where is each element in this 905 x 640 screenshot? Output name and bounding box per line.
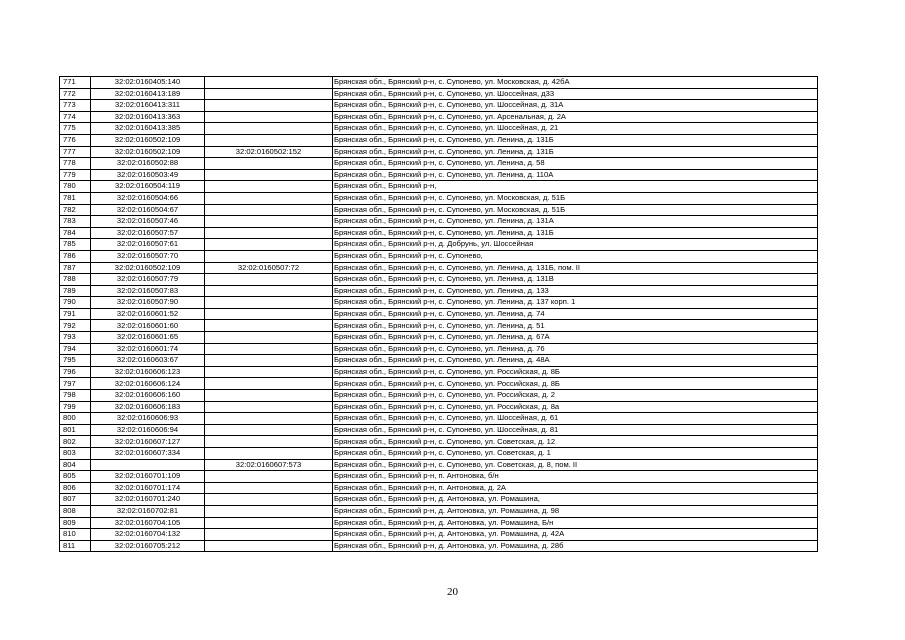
address-cell: Брянская обл., Брянский р-н, с. Супонево, ул. Ленина, д. 110А <box>333 169 818 181</box>
row-number-cell: 788 <box>60 274 91 286</box>
related-cadastral-number-cell <box>205 158 333 170</box>
table-row <box>60 204 818 216</box>
cadastral-number-cell: 32:02:0160503:49 <box>91 169 205 181</box>
cadastral-number-cell: 32:02:0160603:67 <box>91 355 205 367</box>
address-cell: Брянская обл., Брянский р-н, д. Антоновка, ул. Ромашина, д. 28б <box>333 540 818 552</box>
cadastral-number-cell: 32:02:0160504:67 <box>91 204 205 216</box>
address-cell: Брянская обл., Брянский р-н, с. Супонево, ул. Российская, д. 8а <box>333 401 818 413</box>
related-cadastral-number-cell <box>205 343 333 355</box>
cadastral-number-cell: 32:02:0160701:109 <box>91 471 205 483</box>
table-row <box>60 529 818 541</box>
cadastral-number-cell: 32:02:0160701:240 <box>91 494 205 506</box>
related-cadastral-number-cell <box>205 216 333 228</box>
address-cell: Брянская обл., Брянский р-н, д. Антоновка, ул. Ромашина, д. 98 <box>333 505 818 517</box>
row-number-cell: 796 <box>60 366 91 378</box>
table-row <box>60 413 818 425</box>
row-number-cell: 798 <box>60 390 91 402</box>
related-cadastral-number-cell: 32:02:0160502:152 <box>205 146 333 158</box>
address-cell: Брянская обл., Брянский р-н, п. Антоновка, д. 2А <box>333 482 818 494</box>
row-number-cell: 794 <box>60 343 91 355</box>
table-row <box>60 505 818 517</box>
related-cadastral-number-cell: 32:02:0160607:573 <box>205 459 333 471</box>
cadastral-number-cell: 32:02:0160601:74 <box>91 343 205 355</box>
address-cell: Брянская обл., Брянский р-н, с. Супонево, ул. Ленина, д. 133 <box>333 285 818 297</box>
cadastral-number-cell: 32:02:0160701:174 <box>91 482 205 494</box>
table-row <box>60 285 818 297</box>
row-number-cell: 780 <box>60 181 91 193</box>
table-row <box>60 134 818 146</box>
related-cadastral-number-cell <box>205 517 333 529</box>
related-cadastral-number-cell <box>205 436 333 448</box>
table-row <box>60 436 818 448</box>
table-row <box>60 448 818 460</box>
related-cadastral-number-cell <box>205 239 333 251</box>
table-row <box>60 424 818 436</box>
table-row <box>60 378 818 390</box>
related-cadastral-number-cell <box>205 332 333 344</box>
table-row <box>60 274 818 286</box>
address-cell: Брянская обл., Брянский р-н, <box>333 181 818 193</box>
address-cell: Брянская обл., Брянский р-н, с. Супонево, ул. Шоссейная, д. 31А <box>333 100 818 112</box>
table-row <box>60 401 818 413</box>
table-row <box>60 366 818 378</box>
address-cell: Брянская обл., Брянский р-н, с. Супонево, ул. Ленина, д. 58 <box>333 158 818 170</box>
related-cadastral-number-cell <box>205 448 333 460</box>
address-cell: Брянская обл., Брянский р-н, с. Супонево, ул. Ленина, д. 131А <box>333 216 818 228</box>
address-cell: Брянская обл., Брянский р-н, д. Антоновка, ул. Ромашина, <box>333 494 818 506</box>
row-number-cell: 775 <box>60 123 91 135</box>
address-cell: Брянская обл., Брянский р-н, с. Супонево, ул. Советская, д. 1 <box>333 448 818 460</box>
address-cell: Брянская обл., Брянский р-н, с. Супонево, ул. Советская, д. 8, пом. II <box>333 459 818 471</box>
address-cell: Брянская обл., Брянский р-н, с. Супонево, ул. Московская, д. 51Б <box>333 192 818 204</box>
row-number-cell: 808 <box>60 505 91 517</box>
related-cadastral-number-cell <box>205 413 333 425</box>
cadastral-number-cell: 32:02:0160502:109 <box>91 262 205 274</box>
row-number-cell: 811 <box>60 540 91 552</box>
related-cadastral-number-cell <box>205 401 333 413</box>
related-cadastral-number-cell <box>205 88 333 100</box>
address-cell: Брянская обл., Брянский р-н, п. Антоновка, б/н <box>333 471 818 483</box>
row-number-cell: 799 <box>60 401 91 413</box>
cadastral-number-cell: 32:02:0160504:119 <box>91 181 205 193</box>
row-number-cell: 806 <box>60 482 91 494</box>
table-row <box>60 100 818 112</box>
table-row <box>60 297 818 309</box>
cadastral-number-cell: 32:02:0160502:88 <box>91 158 205 170</box>
cadastral-number-cell: 32:02:0160606:123 <box>91 366 205 378</box>
address-cell: Брянская обл., Брянский р-н, д. Антоновка, ул. Ромашина, д. 42А <box>333 529 818 541</box>
address-cell: Брянская обл., Брянский р-н, с. Супонево, ул. Российская, д. 8Б <box>333 366 818 378</box>
related-cadastral-number-cell <box>205 494 333 506</box>
table-row <box>60 517 818 529</box>
table-row <box>60 216 818 228</box>
row-number-cell: 805 <box>60 471 91 483</box>
cadastral-number-cell: 32:02:0160606:93 <box>91 413 205 425</box>
address-cell: Брянская обл., Брянский р-н, с. Супонево, ул. Ленина, д. 67А <box>333 332 818 344</box>
cadastral-number-cell: 32:02:0160507:61 <box>91 239 205 251</box>
cadastral-number-cell: 32:02:0160502:109 <box>91 134 205 146</box>
row-number-cell: 809 <box>60 517 91 529</box>
table-row <box>60 239 818 251</box>
cadastral-number-cell: 32:02:0160601:65 <box>91 332 205 344</box>
address-cell: Брянская обл., Брянский р-н, с. Супонево, ул. Ленина, д. 131Б, пом. II <box>333 262 818 274</box>
table-row <box>60 343 818 355</box>
cadastral-number-cell: 32:02:0160702:81 <box>91 505 205 517</box>
table-row <box>60 540 818 552</box>
address-cell: Брянская обл., Брянский р-н, с. Супонево, ул. Ленина, д. 51 <box>333 320 818 332</box>
table-row <box>60 146 818 158</box>
table-row <box>60 390 818 402</box>
cadastral-number-cell <box>91 459 205 471</box>
address-cell: Брянская обл., Брянский р-н, с. Супонево, <box>333 250 818 262</box>
related-cadastral-number-cell <box>205 297 333 309</box>
row-number-cell: 803 <box>60 448 91 460</box>
related-cadastral-number-cell <box>205 204 333 216</box>
row-number-cell: 797 <box>60 378 91 390</box>
table-row <box>60 482 818 494</box>
table-row <box>60 250 818 262</box>
row-number-cell: 786 <box>60 250 91 262</box>
address-cell: Брянская обл., Брянский р-н, д. Антоновка, ул. Ромашина, Б/н <box>333 517 818 529</box>
cadastral-number-cell: 32:02:0160606:160 <box>91 390 205 402</box>
related-cadastral-number-cell <box>205 505 333 517</box>
row-number-cell: 792 <box>60 320 91 332</box>
related-cadastral-number-cell <box>205 181 333 193</box>
related-cadastral-number-cell <box>205 227 333 239</box>
cadastral-number-cell: 32:02:0160413:363 <box>91 111 205 123</box>
address-cell: Брянская обл., Брянский р-н, с. Супонево, ул. Ленина, д. 137 корп. 1 <box>333 297 818 309</box>
address-cell: Брянская обл., Брянский р-н, с. Супонево, ул. Ленина, д. 131Б <box>333 227 818 239</box>
page-number: 20 <box>447 586 458 598</box>
row-number-cell: 800 <box>60 413 91 425</box>
table-row <box>60 332 818 344</box>
cadastral-number-cell: 32:02:0160606:94 <box>91 424 205 436</box>
row-number-cell: 791 <box>60 308 91 320</box>
related-cadastral-number-cell <box>205 123 333 135</box>
address-cell: Брянская обл., Брянский р-н, с. Супонево, ул. Шоссейная, д33 <box>333 88 818 100</box>
cadastral-number-cell: 32:02:0160704:132 <box>91 529 205 541</box>
row-number-cell: 795 <box>60 355 91 367</box>
cadastral-number-cell: 32:02:0160601:60 <box>91 320 205 332</box>
row-number-cell: 772 <box>60 88 91 100</box>
table-row <box>60 158 818 170</box>
related-cadastral-number-cell <box>205 378 333 390</box>
address-cell: Брянская обл., Брянский р-н, с. Супонево, ул. Ленина, д. 131Б <box>333 134 818 146</box>
related-cadastral-number-cell: 32:02:0160507:72 <box>205 262 333 274</box>
address-cell: Брянская обл., Брянский р-н, с. Супонево, ул. Ленина, д. 48А <box>333 355 818 367</box>
address-cell: Брянская обл., Брянский р-н, с. Супонево, ул. Арсенальная, д. 2А <box>333 111 818 123</box>
cadastral-number-cell: 32:02:0160601:52 <box>91 308 205 320</box>
address-cell: Брянская обл., Брянский р-н, с. Супонево, ул. Российская, д. 8Б <box>333 378 818 390</box>
related-cadastral-number-cell <box>205 320 333 332</box>
address-cell: Брянская обл., Брянский р-н, с. Супонево, ул. Ленина, д. 76 <box>333 343 818 355</box>
address-cell: Брянская обл., Брянский р-н, с. Супонево, ул. Ленина, д. 131В <box>333 274 818 286</box>
cadastral-number-cell: 32:02:0160607:334 <box>91 448 205 460</box>
address-cell: Брянская обл., Брянский р-н, с. Супонево, ул. Московская, д. 51Б <box>333 204 818 216</box>
table-row <box>60 459 818 471</box>
row-number-cell: 807 <box>60 494 91 506</box>
address-cell: Брянская обл., Брянский р-н, с. Супонево, ул. Ленина, д. 131Б <box>333 146 818 158</box>
row-number-cell: 789 <box>60 285 91 297</box>
address-cell: Брянская обл., Брянский р-н, с. Супонево, ул. Советская, д. 12 <box>333 436 818 448</box>
table-row <box>60 494 818 506</box>
registry-table <box>59 76 818 552</box>
related-cadastral-number-cell <box>205 111 333 123</box>
row-number-cell: 782 <box>60 204 91 216</box>
table-row <box>60 308 818 320</box>
cadastral-number-cell: 32:02:0160413:385 <box>91 123 205 135</box>
address-cell: Брянская обл., Брянский р-н, с. Супонево, ул. Шоссейная, д. 81 <box>333 424 818 436</box>
row-number-cell: 779 <box>60 169 91 181</box>
cadastral-number-cell: 32:02:0160507:83 <box>91 285 205 297</box>
related-cadastral-number-cell <box>205 285 333 297</box>
related-cadastral-number-cell <box>205 308 333 320</box>
related-cadastral-number-cell <box>205 471 333 483</box>
table-row <box>60 123 818 135</box>
cadastral-number-cell: 32:02:0160606:124 <box>91 378 205 390</box>
table-row <box>60 471 818 483</box>
address-cell: Брянская обл., Брянский р-н, д. Добрунь, ул. Шоссейная <box>333 239 818 251</box>
cadastral-number-cell: 32:02:0160704:105 <box>91 517 205 529</box>
row-number-cell: 774 <box>60 111 91 123</box>
address-cell: Брянская обл., Брянский р-н, с. Супонево, ул. Московская, д. 42бА <box>333 77 818 89</box>
address-cell: Брянская обл., Брянский р-н, с. Супонево, ул. Ленина, д. 74 <box>333 308 818 320</box>
table-row <box>60 181 818 193</box>
table-row <box>60 111 818 123</box>
cadastral-number-cell: 32:02:0160413:189 <box>91 88 205 100</box>
row-number-cell: 771 <box>60 77 91 89</box>
cadastral-number-cell: 32:02:0160502:109 <box>91 146 205 158</box>
cadastral-number-cell: 32:02:0160507:46 <box>91 216 205 228</box>
related-cadastral-number-cell <box>205 100 333 112</box>
table-row <box>60 320 818 332</box>
related-cadastral-number-cell <box>205 169 333 181</box>
table-row <box>60 192 818 204</box>
cadastral-number-cell: 32:02:0160405:140 <box>91 77 205 89</box>
related-cadastral-number-cell <box>205 134 333 146</box>
table-row <box>60 88 818 100</box>
row-number-cell: 793 <box>60 332 91 344</box>
cadastral-number-cell: 32:02:0160606:183 <box>91 401 205 413</box>
cadastral-number-cell: 32:02:0160504:66 <box>91 192 205 204</box>
address-cell: Брянская обл., Брянский р-н, с. Супонево, ул. Российская, д. 2 <box>333 390 818 402</box>
related-cadastral-number-cell <box>205 250 333 262</box>
table-row <box>60 355 818 367</box>
related-cadastral-number-cell <box>205 540 333 552</box>
registry-table-body <box>60 77 818 552</box>
row-number-cell: 810 <box>60 529 91 541</box>
cadastral-number-cell: 32:02:0160507:79 <box>91 274 205 286</box>
row-number-cell: 781 <box>60 192 91 204</box>
row-number-cell: 785 <box>60 239 91 251</box>
related-cadastral-number-cell <box>205 274 333 286</box>
related-cadastral-number-cell <box>205 390 333 402</box>
table-row <box>60 77 818 89</box>
row-number-cell: 773 <box>60 100 91 112</box>
address-cell: Брянская обл., Брянский р-н, с. Супонево, ул. Шоссейная, д. 21 <box>333 123 818 135</box>
related-cadastral-number-cell <box>205 355 333 367</box>
row-number-cell: 787 <box>60 262 91 274</box>
related-cadastral-number-cell <box>205 529 333 541</box>
row-number-cell: 784 <box>60 227 91 239</box>
related-cadastral-number-cell <box>205 77 333 89</box>
row-number-cell: 790 <box>60 297 91 309</box>
row-number-cell: 783 <box>60 216 91 228</box>
table-row <box>60 169 818 181</box>
row-number-cell: 802 <box>60 436 91 448</box>
cadastral-number-cell: 32:02:0160607:127 <box>91 436 205 448</box>
table-row <box>60 262 818 274</box>
related-cadastral-number-cell <box>205 482 333 494</box>
related-cadastral-number-cell <box>205 366 333 378</box>
table-row <box>60 227 818 239</box>
row-number-cell: 776 <box>60 134 91 146</box>
address-cell: Брянская обл., Брянский р-н, с. Супонево, ул. Шоссейная, д. 61 <box>333 413 818 425</box>
row-number-cell: 801 <box>60 424 91 436</box>
cadastral-number-cell: 32:02:0160507:57 <box>91 227 205 239</box>
cadastral-number-cell: 32:02:0160507:70 <box>91 250 205 262</box>
row-number-cell: 804 <box>60 459 91 471</box>
related-cadastral-number-cell <box>205 192 333 204</box>
cadastral-number-cell: 32:02:0160705:212 <box>91 540 205 552</box>
cadastral-number-cell: 32:02:0160507:90 <box>91 297 205 309</box>
related-cadastral-number-cell <box>205 424 333 436</box>
cadastral-number-cell: 32:02:0160413:311 <box>91 100 205 112</box>
row-number-cell: 777 <box>60 146 91 158</box>
row-number-cell: 778 <box>60 158 91 170</box>
